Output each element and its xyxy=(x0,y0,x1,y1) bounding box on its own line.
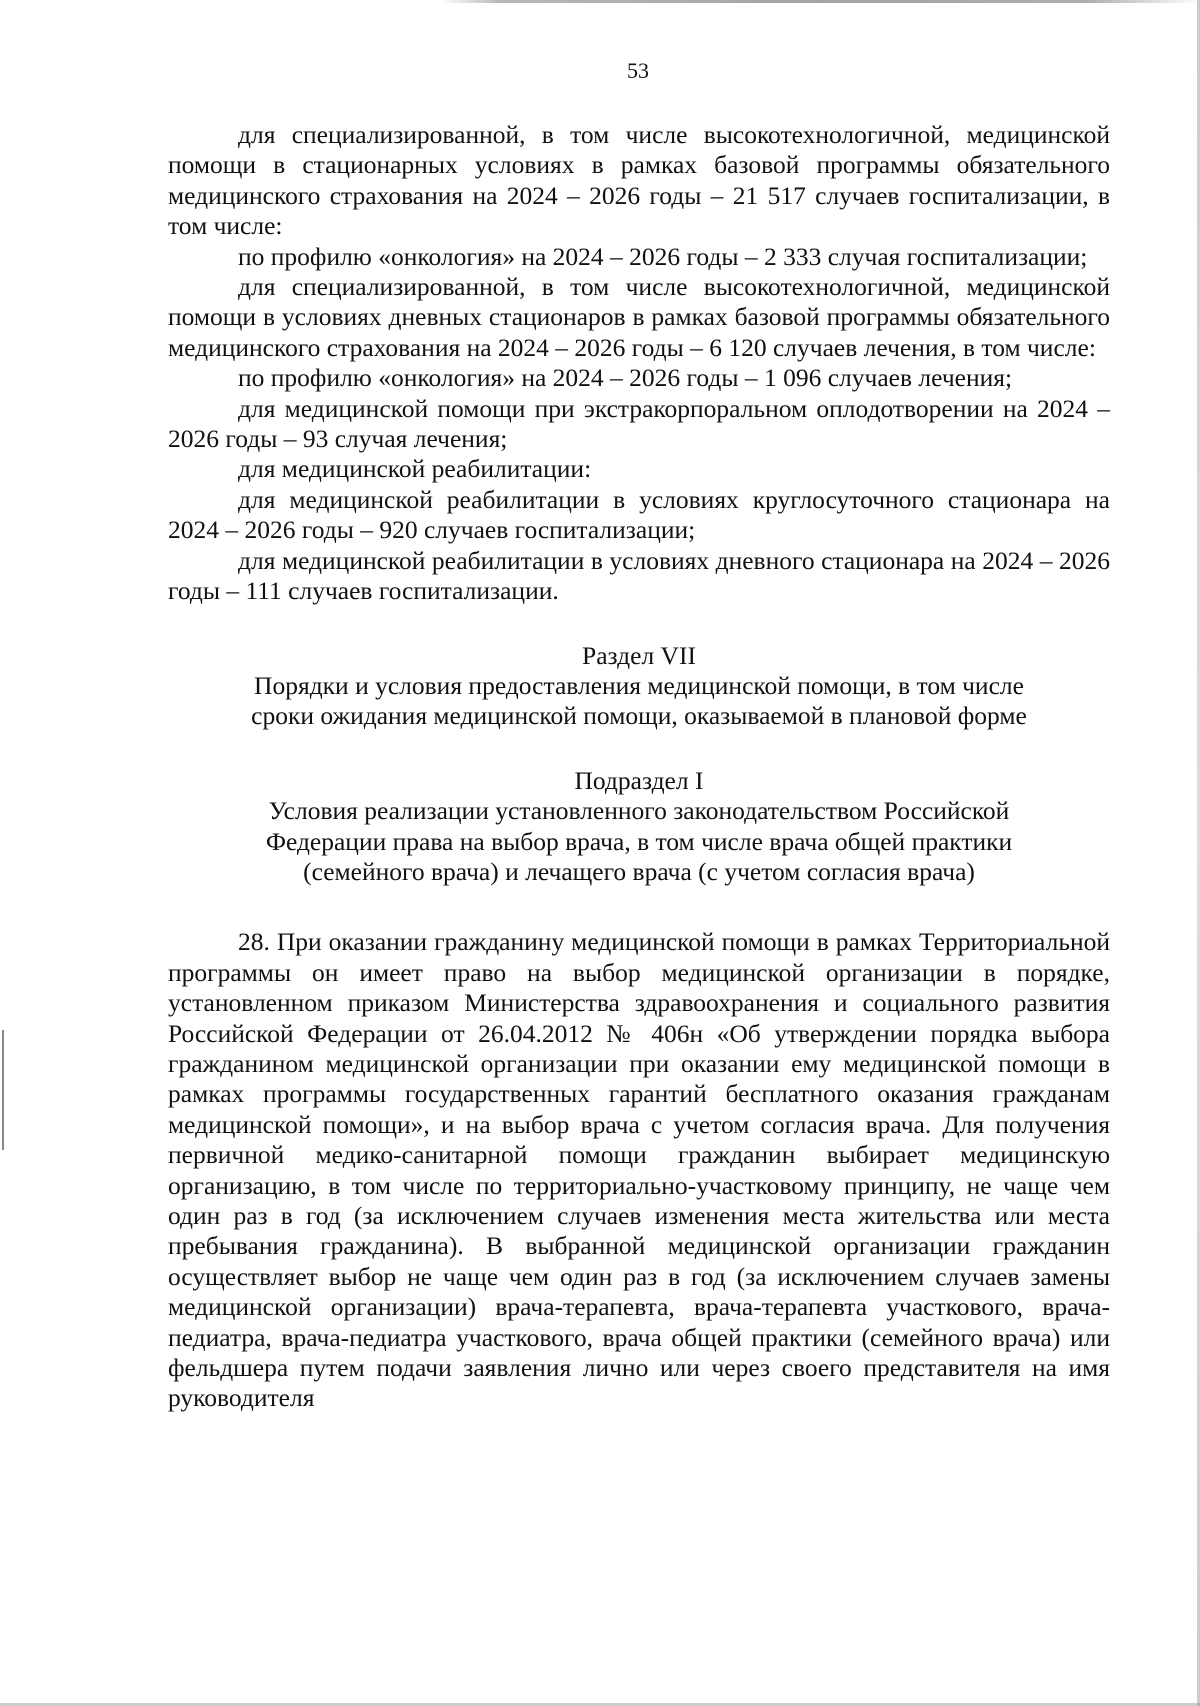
spacer xyxy=(168,732,1110,766)
page-number: 53 xyxy=(627,58,649,83)
scan-edge-top xyxy=(440,0,1200,3)
subsection-title-line: Федерации права на выбор врача, в том числе врача общей практики xyxy=(265,826,1013,856)
section-title-line: Порядки и условия предоставления медицинской помощи, в том числе xyxy=(254,670,1024,700)
spacer xyxy=(168,607,1110,641)
paragraph-28: 28. При оказании гражданину медицинской помощи в рамках Территориальной программы он имеет право на выбор медицинской организации в порядке, установленном приказом Министерства здравоохранения и социального развития Российской Федерации от 26.04.2012 № 406н «Об утверждении порядка выбора гражданином медицинской организации при оказании ему медицинской помощи в рамках программы государственных гарантий бесплатного оказания гражданам медицинской помощи», и на выбор врача с учетом согласия врача. Для получения первичной медико-санитарной помощи гражданин выбирает медицинскую организацию, в том числе по территориально-участковому принципу, не чаще чем один раз в год (за исключением случаев изменения места жительства или места пребывания гражданина). В выбранной медицинской организации гражданин осуществляет выбор не чаще чем один раз в год (за исключением случаев замены медицинской организации) врача-терапевта, врача-терапевта участкового, врача-педиатра, врача-педиатра участкового, врача общей практики (семейного врача) или фельдшера путем подачи заявления лично или через своего представителя на имя руководителя xyxy=(168,927,1110,1413)
scan-edge-left xyxy=(2,1030,4,1150)
paragraph: для медицинской реабилитации в условиях дневного стационара на 2024 – 2026 годы – 111 случаев госпитализации. xyxy=(168,545,1110,606)
paragraph: для медицинской реабилитации в условиях круглосуточного стационара на 2024 – 2026 годы – 920 случаев госпитализации; xyxy=(168,484,1110,545)
paragraph: для специализированной, в том числе высокотехнологичной, медицинской помощи в стационарных условиях в рамках базовой программы обязательного медицинского страхования на 2024 – 2026 годы – 21 517 случаев госпитализации, в том числе: xyxy=(168,120,1110,241)
paragraph: для медицинской помощи при экстракорпоральном оплодотворении на 2024 – 2026 годы – 93 случая лечения; xyxy=(168,393,1110,454)
paragraph: для специализированной, в том числе высокотехнологичной, медицинской помощи в условиях дневных стационаров в рамках базовой программы обязательного медицинского страхования на 2024 – 2026 годы – 6 120 случаев лечения, в том числе: xyxy=(168,272,1110,362)
spacer xyxy=(168,887,1110,927)
section-title-line: сроки ожидания медицинской помощи, оказываемой в плановой форме xyxy=(251,701,1027,731)
subsection-label: Подраздел I xyxy=(574,765,704,795)
paragraph: по профилю «онкология» на 2024 – 2026 годы – 1 096 случаев лечения; xyxy=(238,363,1013,393)
subsection-title-line: Условия реализации установленного законодательством Российской xyxy=(268,796,1010,826)
document-body xyxy=(168,120,1110,1414)
subsection-title-line: (семейного врача) и лечащего врача (с учетом согласия врача) xyxy=(303,856,975,886)
section-label: Раздел VII xyxy=(582,640,696,670)
paragraph: для медицинской реабилитации: xyxy=(238,454,592,484)
paragraph: по профилю «онкология» на 2024 – 2026 годы – 2 333 случая госпитализации; xyxy=(238,241,1088,271)
